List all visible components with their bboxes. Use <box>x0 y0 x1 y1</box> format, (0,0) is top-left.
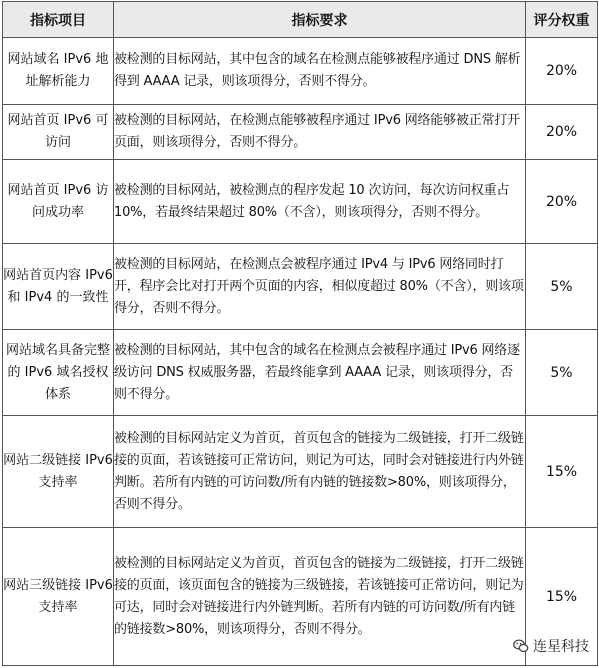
item-name: 网站域名具备完整的 IPv6 域名授权体系 <box>3 330 114 416</box>
table-row <box>3 38 598 105</box>
watermark-text: 连星科技 <box>533 639 589 655</box>
item-weight: 20% <box>526 38 598 105</box>
header-item: 指标项目 <box>3 2 114 38</box>
item-name: 网站首页 IPv6 可访问 <box>3 105 114 160</box>
item-weight: 20% <box>526 160 598 244</box>
item-requirement: 被检测的目标网站，在检测点会被程序通过 IPv4 与 IPv6 网络同时打开，程序会比对打开两个页面的内容，相似度超过 80%（不含），则该项得分，否则不得分。 <box>114 244 526 330</box>
item-name: 网站三级链接 IPv6 支持率 <box>3 528 114 666</box>
item-requirement: 被检测的目标网站，被检测点的程序发起 10 次访问，每次访问权重占 10%，若最终结果超过 80%（不含），则该项得分，否则不得分。 <box>114 160 526 244</box>
item-name: 网站二级链接 IPv6 支持率 <box>3 416 114 528</box>
item-weight: 15% <box>526 528 598 666</box>
table-header-row <box>3 2 598 38</box>
table-row <box>3 244 598 330</box>
header-weight: 评分权重 <box>526 2 598 38</box>
wechat-icon <box>513 638 529 654</box>
item-weight: 15% <box>526 416 598 528</box>
table-row <box>3 330 598 416</box>
table-row <box>3 528 598 666</box>
item-requirement: 被检测的目标网站，在检测点能够被程序通过 IPv6 网络能够被正常打开页面，则该项得分，否则不得分。 <box>114 105 526 160</box>
item-requirement: 被检测的目标网站，其中包含的域名在检测点能够被程序通过 DNS 解析得到 AAAA 记录，则该项得分，否则不得分。 <box>114 38 526 105</box>
table-row <box>3 416 598 528</box>
watermark <box>513 636 589 656</box>
item-weight: 5% <box>526 330 598 416</box>
header-requirement: 指标要求 <box>114 2 526 38</box>
item-name: 网站域名 IPv6 地址解析能力 <box>3 38 114 105</box>
item-requirement: 被检测的目标网站，其中包含的域名在检测点会被程序通过 IPv6 网络逐级访问 DNS 权威服务器，若最终能拿到 AAAA 记录，则该项得分，否则不得分。 <box>114 330 526 416</box>
indicator-table <box>2 1 598 666</box>
item-requirement: 被检测的目标网站定义为首页，首页包含的链接为二级链接，打开二级链接的页面，该页面包含的链接为三级链接，若该链接可正常访问，则记为可达，同时会对链接进行内外链判断。若所有内链的可访问数/所有内链的链接数>80%，则该项得分，否则不得分。 <box>114 528 526 666</box>
item-requirement: 被检测的目标网站定义为首页，首页包含的链接为二级链接，打开二级链接的页面，若该链接可正常访问，则记为可达，同时会对链接进行内外链判断。若所有内链的可访问数/所有内链的链接数>80%，则该项得分，否则不得分。 <box>114 416 526 528</box>
table-row <box>3 160 598 244</box>
item-name: 网站首页 IPv6 访问成功率 <box>3 160 114 244</box>
item-weight: 20% <box>526 105 598 160</box>
table-row <box>3 105 598 160</box>
item-name: 网站首页内容 IPv6 和 IPv4 的一致性 <box>3 244 114 330</box>
item-weight: 5% <box>526 244 598 330</box>
